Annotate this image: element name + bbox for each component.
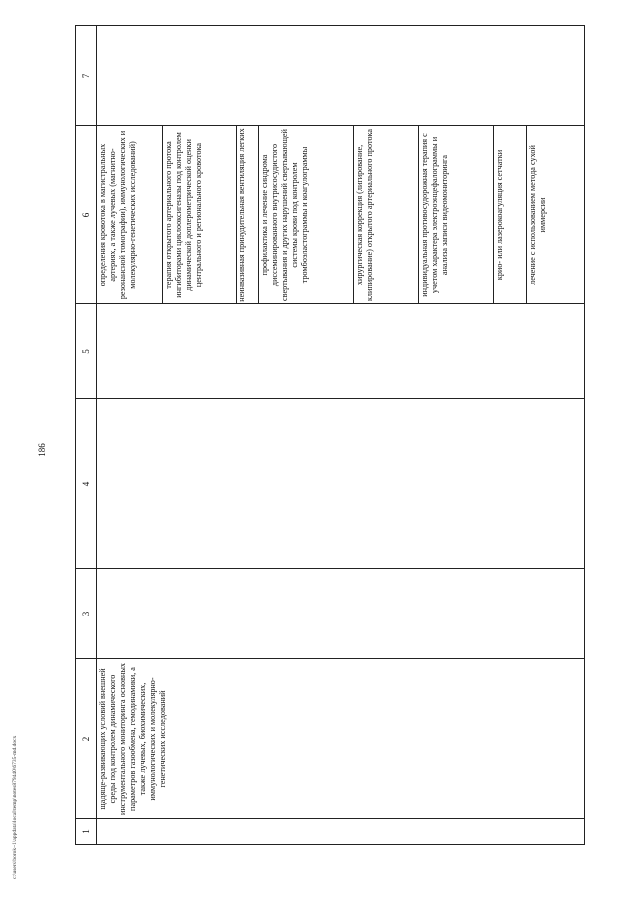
- col6-item: лечение с использованием метода сухой иммерсии: [528, 145, 547, 285]
- row-divider: [162, 126, 163, 304]
- header-col-3: 3: [81, 611, 91, 617]
- header-col-6: 6: [81, 212, 91, 218]
- file-path-footer: c:\users\borok~1\appdata\local\temp\notes879440\6735-md.docx: [12, 735, 18, 879]
- row-divider: [258, 126, 259, 304]
- header-col-4: 4: [81, 481, 91, 487]
- table-header-row: [76, 26, 97, 844]
- header-col-2: 2: [81, 736, 91, 742]
- col6-item: терапия открытого артериального протока ингибиторами циклооксигеназы под контролем динамической доплерометрической оценки центрального и регионального кровотока: [164, 132, 203, 298]
- header-col-1: 1: [81, 829, 91, 834]
- column-divider: [76, 398, 585, 399]
- header-col-5: 5: [81, 349, 91, 354]
- col6-item: неинвазивная принудительная вентиляция легких: [237, 128, 246, 302]
- col2-description: щадяще-развивающих условий внешней среды под контролем динамического инструментального мониторинга основных параметров газообмена, гемодинамики, а также лучевых, биохимических, иммунологических и молекулярно-генетических исследований: [98, 663, 167, 815]
- column-divider: [76, 125, 585, 126]
- col6-item: хирургическая коррекция (лигирование, клипирование) открытого артериального протока: [355, 128, 374, 302]
- row-divider: [353, 126, 354, 304]
- treatment-table: [75, 25, 585, 845]
- column-divider: [76, 303, 585, 304]
- column-divider: [76, 658, 585, 659]
- header-col-7: 7: [81, 73, 91, 79]
- row-divider: [526, 126, 527, 304]
- col6-item: определения кровотока в магистральных артериях, а также лучевых (магнитно-резонансной томографии), иммунологических и молекулярно-генетических исследований): [98, 130, 137, 300]
- col6-item: крио- или лазерокоагуляция сетчатки: [495, 149, 504, 281]
- col6-item: профилактика и лечение синдрома диссеминированного внутрисосудистого свертывания и других нарушений свертывающей системы крови под контролем тромбоэластограммы и коагулограммы: [260, 129, 309, 301]
- row-divider: [418, 126, 419, 304]
- page-number: 186: [36, 443, 47, 457]
- col6-item: индивидуальная противосудорожная терапия с учетом характера электроэнцефалограммы и анализа записи видеомониторинга: [420, 133, 449, 297]
- column-divider: [76, 568, 585, 569]
- row-divider: [493, 126, 494, 304]
- column-divider: [76, 818, 585, 819]
- rotated-table-area: [75, 25, 585, 845]
